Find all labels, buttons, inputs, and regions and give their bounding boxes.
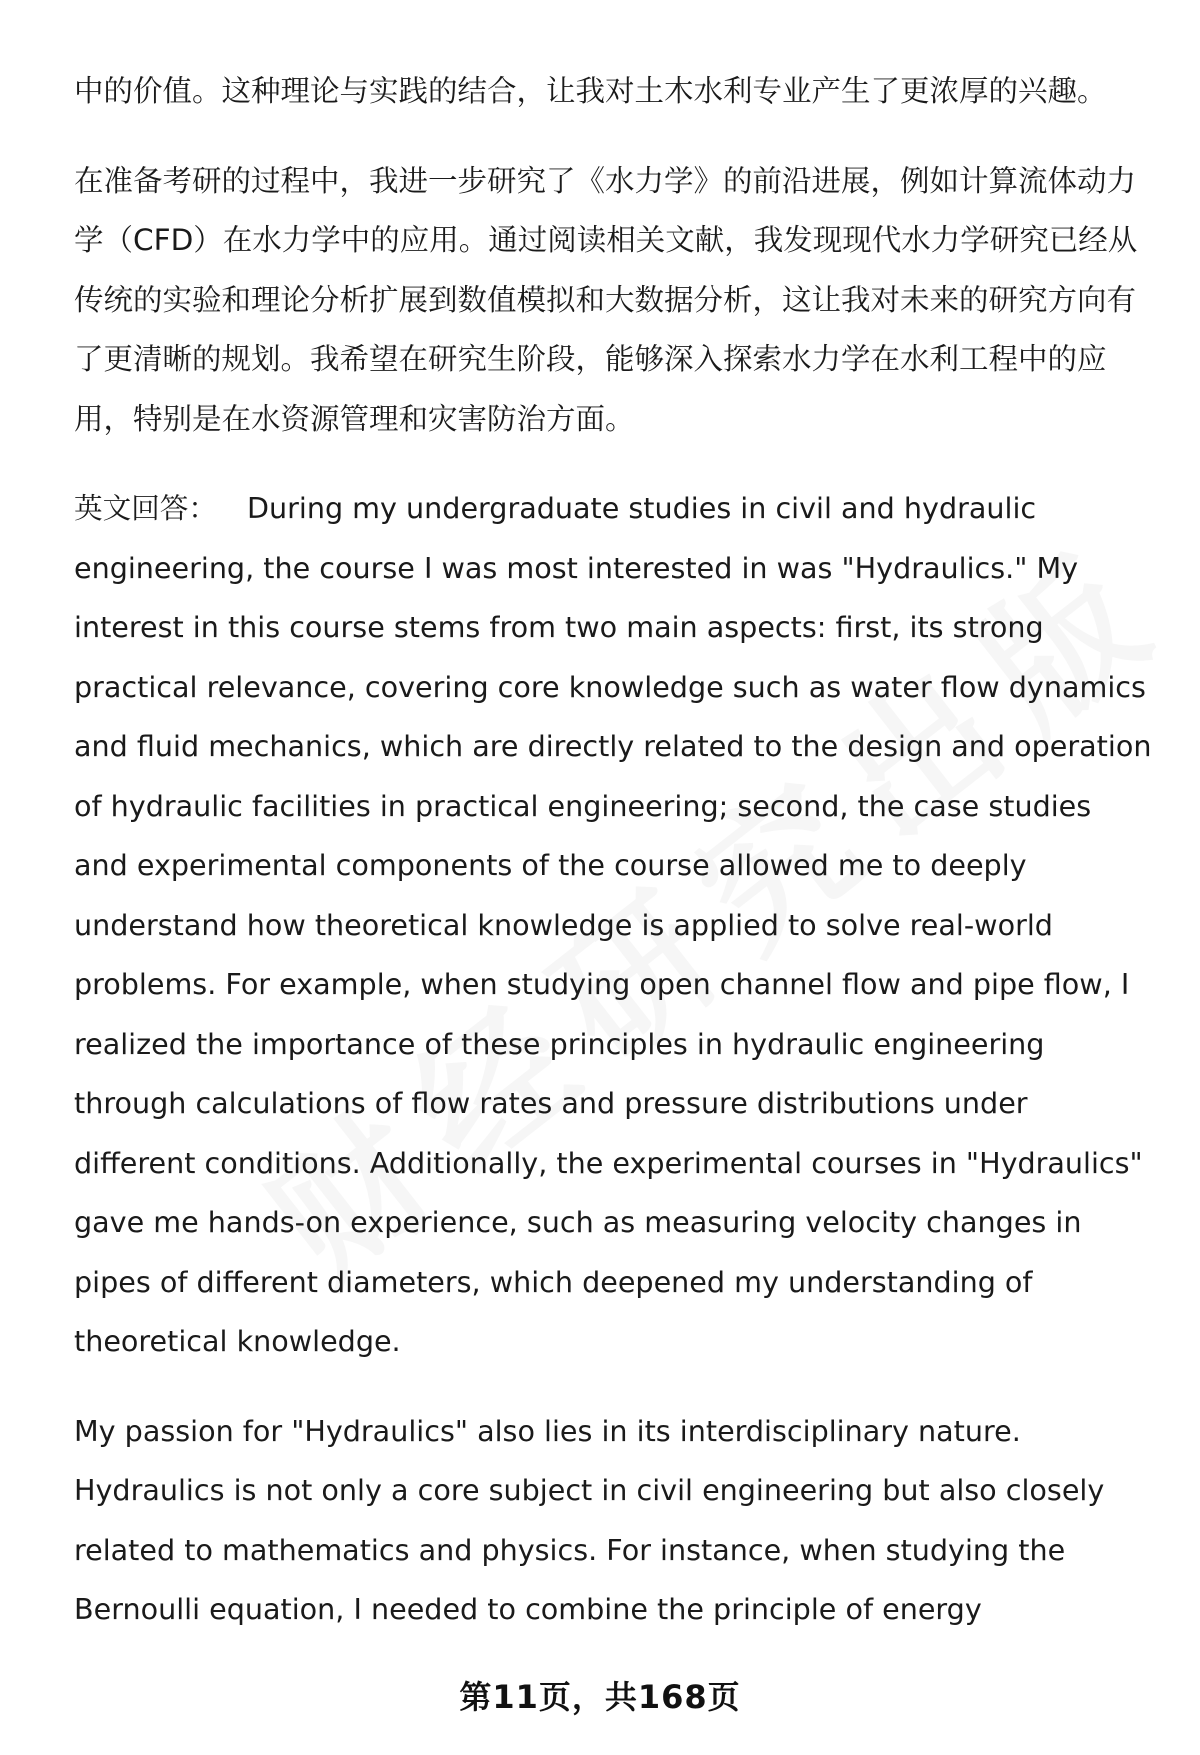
page-number: 第11页，共168页: [459, 1678, 741, 1716]
paragraph-4: My passion for "Hydraulics" also lies in its interdisciplinary nature. Hydraulics is not only a core subject in civil engineering but also closely related to mathematics and physics. For instance, when studying the Bernoulli equation, I needed to combine the principle of energy: [74, 1413, 1105, 1626]
paragraph-3: [74, 479, 1154, 1372]
paragraph-1: 中的价值。这种理论与实践的结合，让我对土木水利专业产生了更浓厚的兴趣。: [74, 74, 1107, 108]
document-body: [74, 62, 1154, 1640]
english-answer-label: 英文回答：: [74, 491, 217, 525]
paragraph-2: 在准备考研的过程中，我进一步研究了《水力学》的前沿进展，例如计算流体动力学（CFD）在水力学中的应用。通过阅读相关文献，我发现现代水力学研究已经从传统的实验和理论分析扩展到数值模拟和大数据分析，这让我对未来的研究方向有了更清晰的规划。我希望在研究生阶段，能够深入探索水力学在水利工程中的应用，特别是在水资源管理和灾害防治方面。: [74, 163, 1138, 436]
english-answer-text: During my undergraduate studies in civil and hydraulic engineering, the course I was most interested in was "Hydraulics." My interest in this course stems from two main aspects: first, its strong practical relevance, covering core knowledge such as water flow dynamics and fluid mechanics, which are directly related to the design and operation of hydraulic facilities in practical engineering; second, the case studies and experimental components of the course allowed me to deeply understand how theoretical knowledge is applied to solve real-world problems. For example, when studying open channel flow and pipe flow, I realized the importance of these principles in hydraulic engineering through calculations of flow rates and pressure distributions under different conditions. Additionally, the experimental courses in "Hydraulics" gave me hands-on experience, such as measuring velocity changes in pipes of different diameters, which deepened my understanding of theoretical knowledge.: [74, 491, 1152, 1358]
